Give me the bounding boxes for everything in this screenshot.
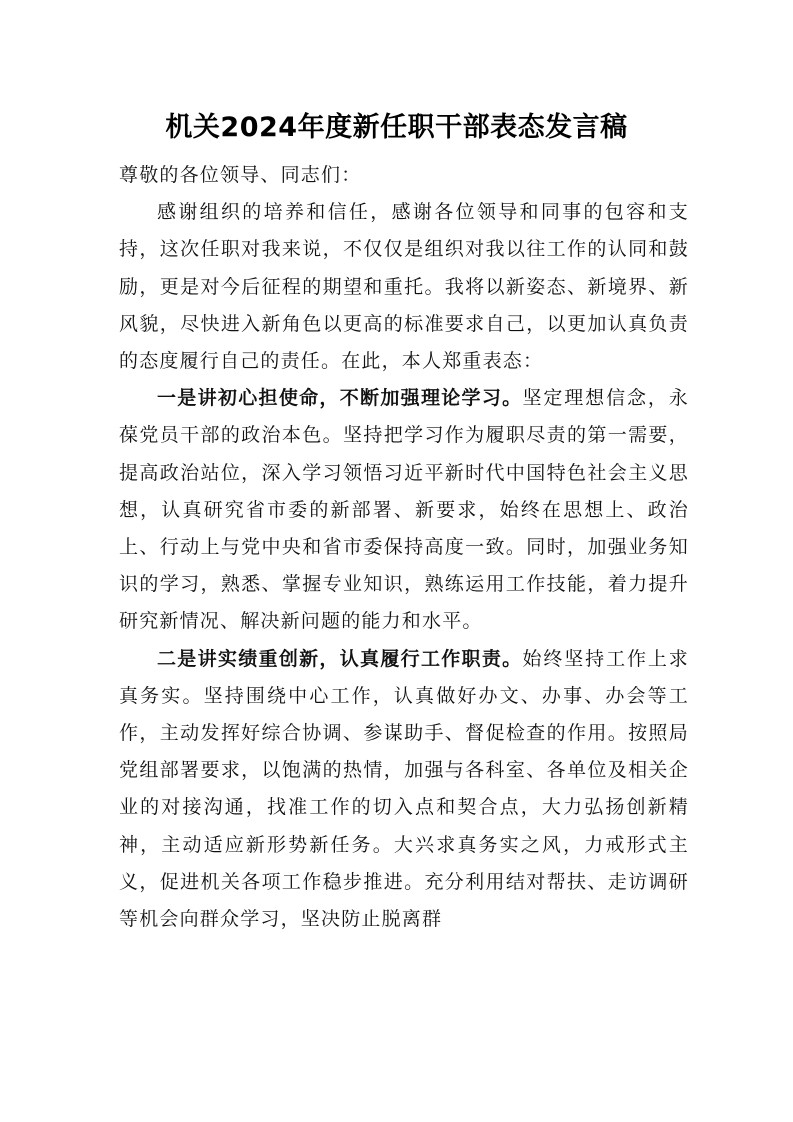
paragraph-intro: [119, 194, 689, 380]
paragraph-lead: 一是讲初心担使命，不断加强理论学习。: [157, 387, 523, 410]
paragraph-point-two: [119, 641, 689, 939]
paragraph-lead: 二是讲实绩重创新，认真履行工作职责。: [157, 647, 523, 670]
paragraph-text: 感谢组织的培养和信任，感谢各位领导和同事的包容和支持，这次任职对我来说，不仅仅是组织对我以往工作的认同和鼓励，更是对今后征程的期望和重托。我将以新姿态、新境界、新风貌，尽快进入新角色以更高的标准要求自己，以更加认真负责的态度履行自己的责任。在此，本人郑重表态：: [119, 201, 689, 373]
page-title: 机关2024年度新任职干部表态发言稿: [165, 112, 628, 143]
paragraph-text: 始终坚持工作上求真务实。坚持围绕中心工作，认真做好办文、办事、办会等工作，主动发挥好综合协调、参谋助手、督促检查的作用。按照局党组部署要求，以饱满的热情，加强与各科室、各单位及相关企业的对接沟通，找准工作的切入点和契合点，大力弘扬创新精神，主动适应新形势新任务。大兴求真务实之风，力戒形式主义，促进机关各项工作稳步推进。充分利用结对帮扶、走访调研等机会向群众学习，坚决防止脱离群: [119, 647, 689, 931]
salutation: 尊敬的各位领导、同志们：: [119, 164, 362, 186]
document-body: [119, 157, 689, 938]
paragraph-point-one: [119, 380, 689, 640]
paragraph-text: 坚定理想信念，永葆党员干部的政治本色。坚持把学习作为履职尽责的第一需要，提高政治站位，深入学习领悟习近平新时代中国特色社会主义思想，认真研究省市委的新部署、新要求，始终在思想上、政治上、行动上与党中央和省市委保持高度一致。同时，加强业务知识的学习，熟悉、掌握专业知识，熟练运用工作技能，着力提升研究新情况、解决新问题的能力和水平。: [119, 387, 689, 633]
